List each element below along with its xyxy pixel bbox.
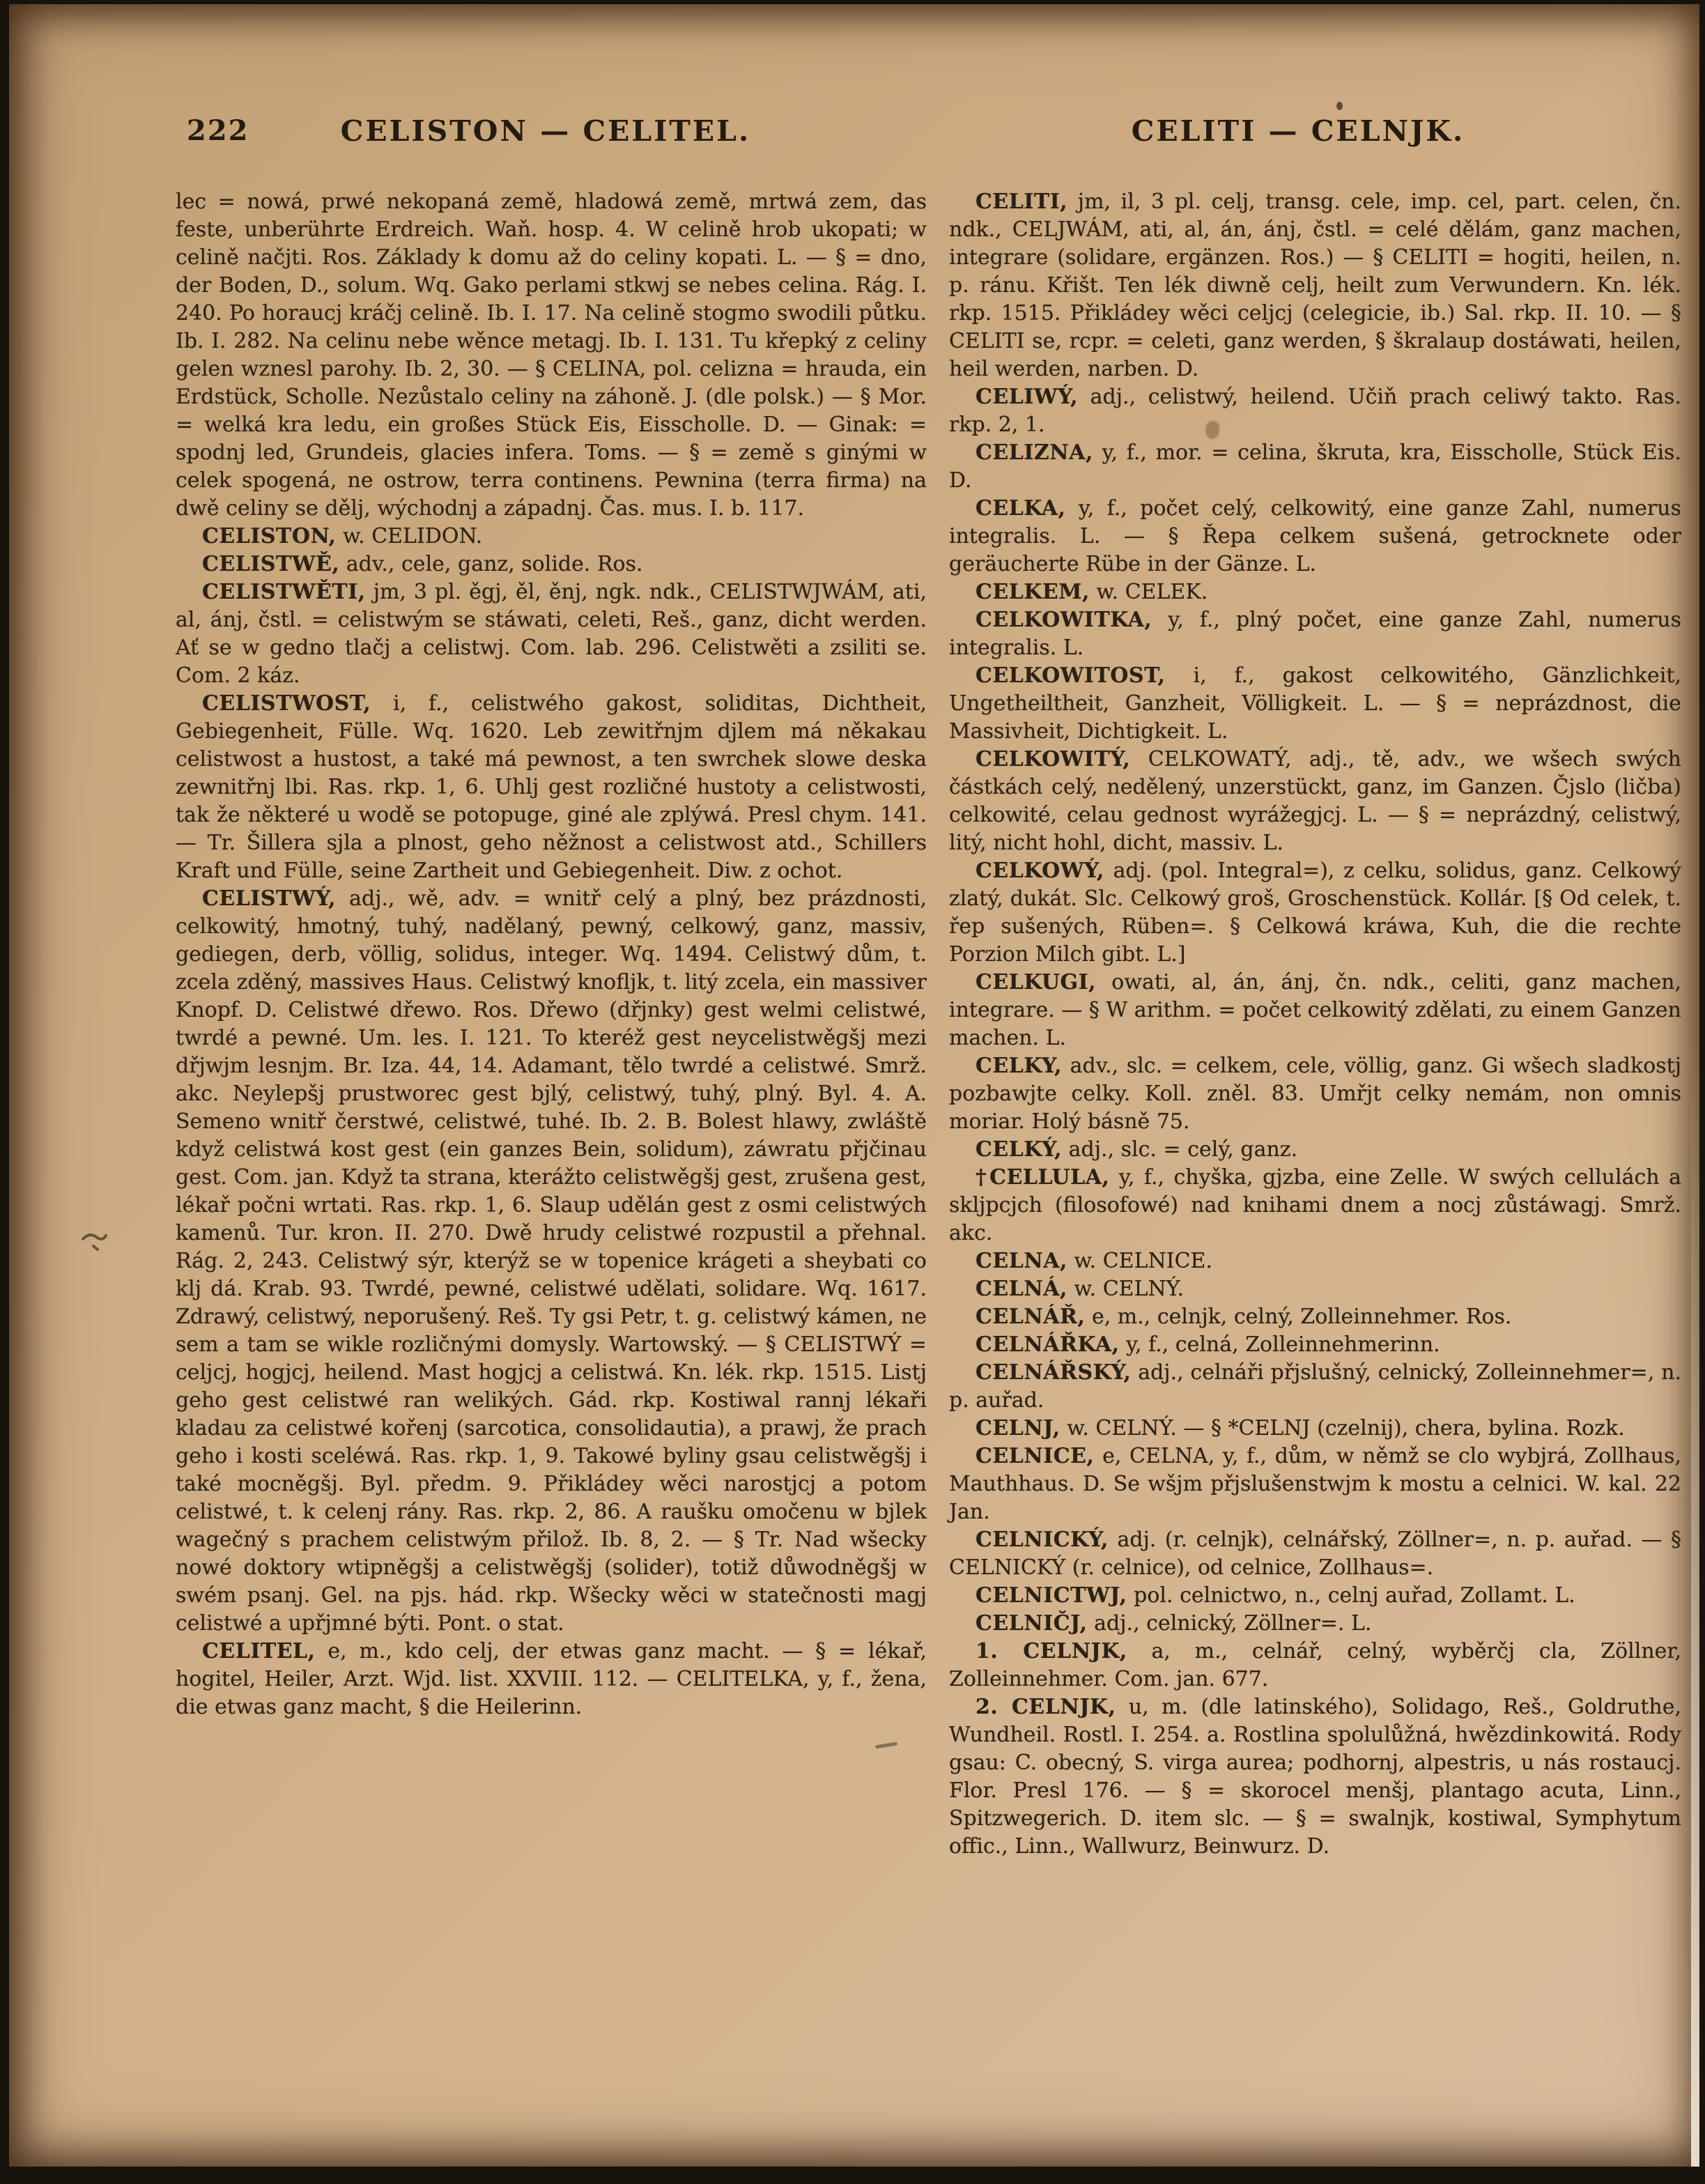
entry-paragraph xyxy=(949,746,1681,857)
headword: CELKOWITOST, xyxy=(975,663,1166,688)
entry-text: w. CELNÝ. — § *CELNJ (czelnij), chera, bylina. Rozk. xyxy=(1067,1416,1625,1440)
entry-text: y, f., plný počet, eine ganze Zahl, numerus integralis. L. xyxy=(949,608,1681,660)
page-number: 222 xyxy=(187,114,249,147)
entry-text: w. CELNÝ. xyxy=(1074,1277,1185,1301)
entry-text: jm, 3 pl. ěgj, ěl, ěnj, ngk. ndk., CELISTWJWÁM, ati, al, ánj, čstl. = celistwým se stáwati, celeti, Reš., ganz, dicht werden. Ať se w gedno tlačj a celistwj. Com. lab. 296. Celistwěti a zsiliti se. Com. 2 káz. xyxy=(176,580,927,688)
entry-text: adj., slc. = celý, ganz. xyxy=(1068,1137,1298,1162)
entry-text: a, m., celnář, celný, wyběrčj cla, Zöllner, Zolleinnehmer. Com. jan. 677. xyxy=(949,1639,1681,1691)
entry-paragraph xyxy=(949,188,1681,383)
entry-paragraph xyxy=(949,662,1681,746)
entry-text: e, m., celnjk, celný, Zolleinnehmer. Ros. xyxy=(1091,1305,1512,1329)
headword: CELNIČJ, xyxy=(975,1611,1088,1636)
entry-paragraph xyxy=(949,495,1681,578)
headword: CELNICE, xyxy=(975,1444,1095,1468)
headword: CELKÝ, xyxy=(975,1137,1063,1162)
entry-text: CELKOWATÝ, adj., tě, adv., we wšech swých částkách celý, nedělený, unzerstückt, ganz, im Ganzen. Čjslo (ličba) celkowité, celau gednost wyrážegjcj. L. — § = neprázdný, celistwý, litý, nicht hohl, dicht, massiv. L. xyxy=(949,747,1681,855)
entry-text: e, CELNA, y, f., dům, w němž se clo wybjrá, Zollhaus, Mauthhaus. D. Se wšjm přjslušenstwjm k mostu a celnici. W. kal. 22 Jan. xyxy=(949,1444,1681,1524)
entry-paragraph xyxy=(949,1247,1681,1275)
entry-paragraph xyxy=(949,1415,1681,1443)
entry-paragraph xyxy=(176,1638,927,1721)
headword: CELISTWÝ, xyxy=(202,886,337,911)
entry-paragraph xyxy=(949,1693,1681,1861)
left-column xyxy=(176,188,927,1721)
entry-text: adj., wě, adv. = wnitř celý a plný, bez prázdnosti, celkowitý, hmotný, tuhý, nadělaný, pewný, celkowý, ganz, massiv, gediegen, derb, völlig, solidus, integer. Wq. 1494. Celistwý dům, t. zcela zděný, massives Haus. Celistwý knofljk, t. litý zcela, ein massiver Knopf. D. Celistwé dřewo. Ros. Dřewo (dřjnky) gest welmi celistwé, twrdé a pewné. Um. les. I. 121. To kteréž gest neycelistwěgšj mezi dřjwjm lesnjm. Br. Iza. 44, 14. Adamant, tělo twrdé a celistwé. Smrž. akc. Neylepšj prustworec gest bjlý, celistwý, tuhý, plný. Byl. 4. A. Semeno wnitř čerstwé, celistwé, tuhé. Ib. 2. B. Bolest hlawy, zwláště když celistwá kost gest (ein ganzes Bein, solidum), záwratu přjčinau gest. Com. jan. Když ta strana, kterážto celistwěgšj gest, zrušena gest, lékař počni wrtati. Ras. rkp. 1, 6. Slaup udělán gest z osmi celistwých kamenů. Tur. kron. II. 270. Dwě hrudy celistwé rozpustil a přehnal. Rág. 2, 243. Celistwý sýr, kterýž se w topenice krágeti a sheybati co klj dá. Krab. 93. Twrdé, pewné, celistwé udělati, solidare. Wq. 1617. Zdrawý, celistwý, neporušený. Reš. Ty gsi Petr, t. g. celistwý kámen, ne sem a tam se wikle rozličnými domysly. Wartowský. — § CELISTWÝ = celjcj, hogjcj, heilend. Mast hogjcj a celistwá. Kn. lék. rkp. 1515. Listj geho gest celistwé ran welikých. Gád. rkp. Kostiwal rannj lékaři kladau za celistwé kořenj (sarcotica, consolidautia), a prawj, že prach geho i kosti sceléwá. Ras. rkp. 1, 9. Takowé byliny gsau celistwěgšj i také mocněgšj. Byl. předm. 9. Přikládey wěci narostjcj a potom celistwé, t. k celenj rány. Ras. rkp. 2, 86. A raušku omočenu w bjlek wagečný s prachem celistwým přilož. Ib. 8, 2. — § Tr. Nad wšecky nowé doktory wtipněgšj a celistwěgšj (solider), totiž důwodněgšj w swém psanj. Gel. na pjs. hád. rkp. Wšecky wěci w statečnosti magj celistwé a upřjmné býti. Pont. o stat. xyxy=(176,886,927,1636)
entry-paragraph xyxy=(949,1052,1681,1136)
entry-paragraph xyxy=(176,578,927,690)
entry-text: adj., celnáři přjslušný, celnický, Zolleinnehmer=, n. p. auřad. xyxy=(949,1360,1681,1413)
entry-text: owati, al, án, ánj, čn. ndk., celiti, ganz machen, integrare. — § W arithm. = počet celkowitý zdělati, zu einem Ganzen machen. L. xyxy=(949,970,1681,1050)
entry-text: y, f., počet celý, celkowitý, eine ganze Zahl, numerus integralis. L. — § Řepa celkem sušená, getrocknete oder geräucherte Rübe in der Gänze. L. xyxy=(949,496,1681,576)
entry-paragraph xyxy=(176,523,927,551)
entry-text: jm, il, 3 pl. celj, transg. cele, imp. cel, part. celen, čn. ndk., CELJWÁM, ati, al, án, ánj, čstl. = celé dělám, ganz machen, integrare (solidare, ergänzen. Ros.) — § CELITI = hogiti, heilen, n. p. ránu. Křišt. Ten lék diwně celj, heilt zum Verwundern. Kn. lék. rkp. 1515. Přikládey wěci celjcj (celegicie, ib.) Sal. rkp. II. 10. — § CELITI se, rcpr. = celeti, ganz werden, § škralaup dostáwati, heilen, heil werden, narben. D. xyxy=(949,190,1681,381)
entry-text: w. CELEK. xyxy=(1096,580,1208,604)
entry-text: adv., slc. = celkem, cele, völlig, ganz. Gi wšech sladkostj pozbawjte celky. Koll. zněl. 83. Umřjt celky nemám, non omnis moriar. Holý básně 75. xyxy=(949,1054,1682,1134)
entry-paragraph xyxy=(949,606,1681,662)
entry-paragraph xyxy=(949,1638,1681,1693)
entry-paragraph xyxy=(949,578,1681,606)
entry-text: e, m., kdo celj, der etwas ganz macht. — § = lékař, hogitel, Heiler, Arzt. Wjd. list. XXVIII. 112. — CELITELKA, y, f., žena, die etwas ganz macht, § die Heilerinn. xyxy=(176,1639,927,1719)
entry-paragraph xyxy=(949,1303,1681,1331)
entry-text: adj., celnický, Zöllner=. L. xyxy=(1094,1611,1372,1636)
entry-paragraph xyxy=(176,690,927,885)
entry-paragraph xyxy=(949,1610,1681,1638)
entry-paragraph xyxy=(949,1359,1681,1415)
headword: CELKUGI, xyxy=(975,970,1097,994)
entry-paragraph xyxy=(176,885,927,1638)
headword: CELITI, xyxy=(975,190,1068,214)
headword: CELIZNA, xyxy=(975,440,1093,465)
entry-paragraph xyxy=(949,1136,1681,1164)
entry-text: pol. celnictwo, n., celnj auřad, Zollamt. L. xyxy=(1134,1583,1575,1608)
headword: CELKY, xyxy=(975,1054,1063,1078)
right-column xyxy=(949,188,1681,1861)
headword: CELNICTWJ, xyxy=(975,1583,1127,1608)
entry-paragraph xyxy=(949,383,1681,439)
headword: CELKOWITÝ, xyxy=(975,747,1131,771)
entry-text: y, f., mor. = celina, škruta, kra, Eisscholle, Stück Eis. D. xyxy=(949,440,1681,493)
continuation-paragraph xyxy=(176,188,927,523)
headword: CELISTWĚ, xyxy=(202,552,340,576)
headword: CELISTON, xyxy=(202,524,337,548)
headword: CELISTWĚTI, xyxy=(202,580,366,604)
entry-paragraph xyxy=(949,1331,1681,1359)
entry-text: i, f., gakost celkowitého, Gänzlichkeit, Ungetheiltheit, Ganzheit, Völligkeit. L. — § = neprázdnost, die Massivheit, Dichtigkeit. L. xyxy=(949,663,1681,744)
entry-text: adj., celistwý, heilend. Učiň prach celiwý takto. Ras. rkp. 2, 1. xyxy=(949,385,1681,437)
entry-paragraph xyxy=(949,439,1681,495)
entry-paragraph xyxy=(949,1582,1681,1610)
headword: CELKOWÝ, xyxy=(975,859,1104,883)
entry-paragraph xyxy=(176,551,927,578)
entry-text: y, f., celná, Zolleinnehmerinn. xyxy=(1126,1332,1440,1357)
entry-text: w. CELNICE. xyxy=(1074,1249,1212,1273)
entry-paragraph xyxy=(949,1526,1681,1582)
headword: CELNÁŘKA, xyxy=(975,1332,1120,1357)
headword: 1. CELNJK, xyxy=(975,1639,1127,1663)
entry-paragraph xyxy=(949,969,1681,1052)
entry-paragraph xyxy=(949,1164,1681,1247)
entry-text: y, f., chyška, gjzba, eine Zelle. W swých cellulách a skljpcjch (filosofowé) nad knihami dnem a nocj zůstáwagj. Smrž. akc. xyxy=(949,1165,1681,1245)
entry-text: lec = nowá, prwé nekopaná země, hladowá země, mrtwá zem, das feste, unberührte Erdreich. Waň. hosp. 4. W celině hrob ukopati; w celině načjti. Ros. Základy k domu až do celiny kopati. L. — § = dno, der Boden, D., solum. Wq. Gako perlami stkwj se nebes celina. Rág. I. 240. Po horaucj kráčj celině. Ib. I. 17. Na celině stogmo swodili půtku. Ib. I. 282. Na celinu nebe wěnce metagj. Ib. I. 131. Tu křepký z celiny gelen wznesl parohy. Ib. 2, 30. — § CELINA, pol. celizna = hrauda, ein Erdstück, Scholle. Nezůstalo celiny na záhoně. J. (dle polsk.) — § Mor. = welká kra ledu, ein großes Stück Eis, Eisscholle. D. — Ginak: = spodnj led, Grundeis, glacies infera. Toms. — § = země s ginými w celek spogená, ne ostrow, terra continens. Pewnina (terra firma) na dwě celiny se dělj, wýchodnj a západnj. Čas. mus. I. b. 117. xyxy=(176,190,927,521)
headword: CELISTWOST, xyxy=(202,691,371,716)
entry-text: adj. (r. celnjk), celnářský, Zöllner=, n. p. auřad. — § CELNICKÝ (r. celnice), od celnice, Zollhaus=. xyxy=(949,1528,1681,1580)
entry-paragraph xyxy=(949,1275,1681,1303)
headword: CELNJ, xyxy=(975,1416,1060,1440)
headword: CELKOWITKA, xyxy=(975,608,1152,632)
ink-speck xyxy=(1336,102,1343,110)
entry-text: w. CELIDON. xyxy=(343,524,483,548)
headword: †CELLULA, xyxy=(975,1165,1110,1190)
headword: CELNÁ, xyxy=(975,1277,1067,1301)
headword: CELKEM, xyxy=(975,580,1090,604)
entry-text: adj. (pol. Integral=), z celku, solidus, ganz. Celkowý zlatý, dukát. Slc. Celkowý groš, Groschenstück. Kollár. [§ Od celek, t. řep sušených, Rüben=. § Celkowá kráwa, Kuh, die die rechte Porzion Milch gibt. L.] xyxy=(949,859,1681,967)
headword: CELITEL, xyxy=(202,1639,316,1663)
headword: CELKA, xyxy=(975,496,1066,521)
pen-squiggle-mark xyxy=(81,1231,109,1252)
running-head-left: CELISTON — CELITEL. xyxy=(340,114,751,148)
entry-paragraph xyxy=(949,1443,1681,1526)
entry-text: i, f., celistwého gakost, soliditas, Dichtheit, Gebiegenheit, Fülle. Wq. 1620. Leb zewitřnjm djlem má někakau celistwost a hustost, a také má pewnost, a ten swrchek slowe deska zewnitřnj lbi. Ras. rkp. 1, 6. Uhlj gest rozličné hustoty a celistwosti, tak že některé u wodě se potopuge, giné ale zplýwá. Presl chym. 141. — Tr. Šillera sjla a plnost, geho něžnost a celistwost atd., Schillers Kraft und Fülle, seine Zartheit und Gebiegenheit. Diw. z ochot. xyxy=(176,691,927,883)
entry-text: adv., cele, ganz, solide. Ros. xyxy=(346,552,643,576)
running-head-right: CELITI — CELNJK. xyxy=(1131,114,1465,148)
headword: CELIWÝ, xyxy=(975,385,1079,409)
page-edge-highlight xyxy=(1691,1045,1699,2167)
entry-text: u, m. (dle latinského), Solidago, Reš., Goldruthe, Wundheil. Rostl. I. 254. a. Rostlina spolulůžná, hwězdinkowitá. Rody gsau: C. obecný, S. virga aurea; podhornj, alpestris, u nás rostaucj. Flor. Presl 176. — § = skorocel menšj, plantago acuta, Linn., Spitzwegerich. D. item slc. — § = swalnjk, kostiwal, Symphytum offic., Linn., Wallwurz, Beinwurz. D. xyxy=(949,1695,1681,1859)
headword: CELNÁŘSKÝ, xyxy=(975,1360,1132,1385)
headword: CELNICKÝ, xyxy=(975,1528,1109,1552)
headword: 2. CELNJK, xyxy=(975,1695,1116,1719)
headword: CELNA, xyxy=(975,1249,1067,1273)
entry-paragraph xyxy=(949,857,1681,969)
headword: CELNÁŘ, xyxy=(975,1305,1086,1329)
